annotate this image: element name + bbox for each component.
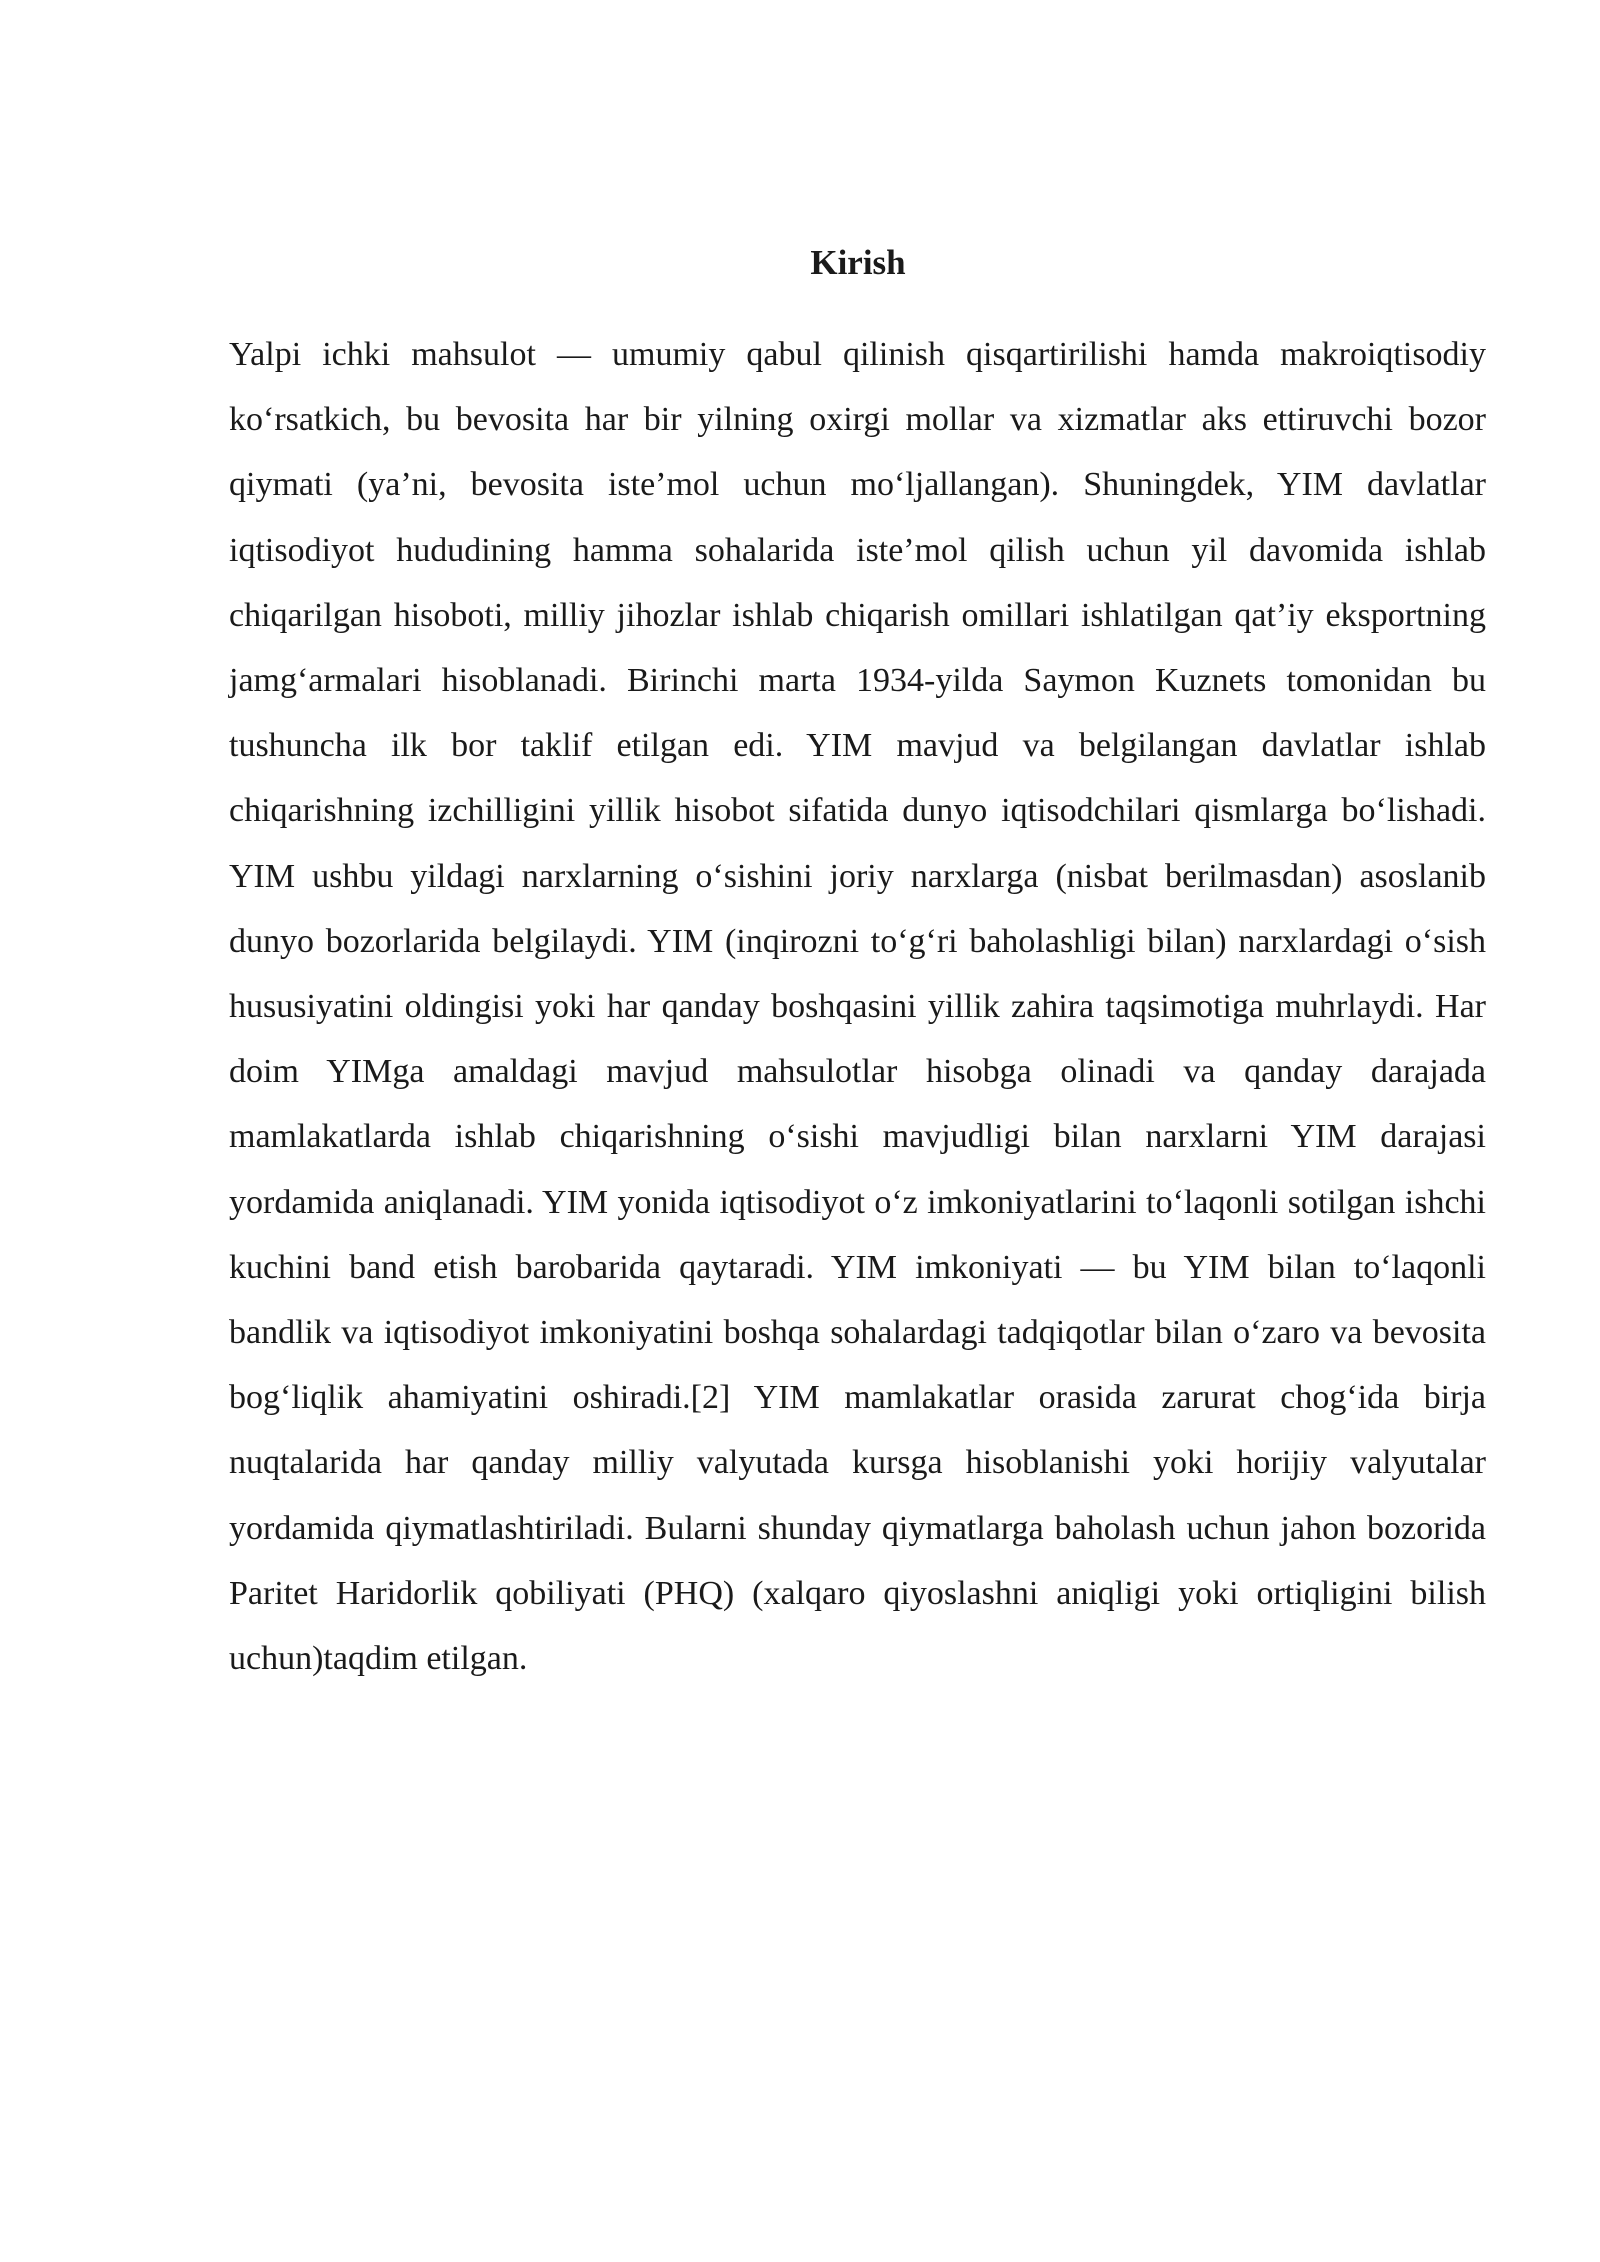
body-paragraph: Yalpi ichki mahsulot — umumiy qabul qilinish qisqartirilishi hamda makroiqtisodiy ko‘rsatkich, bu bevosita har bir yilning oxirgi mollar va xizmatlar aks ettiruvchi bozor qiymati (ya’ni, bevosita iste’mol uchun mo‘ljallangan). Shuningdek, YIM davlatlar iqtisodiyot hududining hamma sohalarida iste’mol qilish uchun yil davomida ishlab chiqarilgan hisoboti, milliy jihozlar ishlab chiqarish omillari ishlatilgan qat’iy eksportning jamg‘armalari hisoblanadi. Birinchi marta 1934-yilda Saymon Kuznets tomonidan bu tushuncha ilk bor taklif etilgan edi. YIM mavjud va belgilangan davlatlar ishlab chiqarishning izchilligini yillik hisobot sifatida dunyo iqtisodchilari qismlarga bo‘lishadi. YIM ushbu yildagi narxlarning o‘sishini joriy narxlarga (nisbat berilmasdan) asoslanib dunyo bozorlarida belgilaydi. YIM (inqirozni to‘g‘ri baholashligi bilan) narxlardagi o‘sish hususiyatini oldingisi yoki har qanday boshqasini yillik zahira taqsimotiga muhrlaydi. Har doim YIMga amaldagi mavjud mahsulotlar hisobga olinadi va qanday darajada mamlakatlarda ishlab chiqarishning o‘sishi mavjudligi bilan narxlarni YIM darajasi yordamida aniqlanadi. YIM yonida iqtisodiyot o‘z imkoniyatlarini to‘laqonli sotilgan ishchi kuchini band etish barobarida qaytaradi. YIM imkoniyati — bu YIM bilan to‘laqonli bandlik va iqtisodiyot imkoniyatini boshqa sohalardagi tadqiqotlar bilan o‘zaro va bevosita bog‘liqlik ahamiyatini oshiradi.[2] YIM mamlakatlar orasida zarurat chog‘ida birja nuqtalarida har qanday milliy valyutada kursga hisoblanishi yoki horijiy valyutalar yordamida qiymatlashtiriladi. Bularni shunday qiymatlarga baholash uchun jahon bozorida Paritet Haridorlik qobiliyati (PHQ) (xalqaro qiyoslashni aniqligi yoki ortiqligini bilish uchun)taqdim etilgan. [229, 336, 1486, 1678]
page-title: Kirish [810, 243, 906, 282]
